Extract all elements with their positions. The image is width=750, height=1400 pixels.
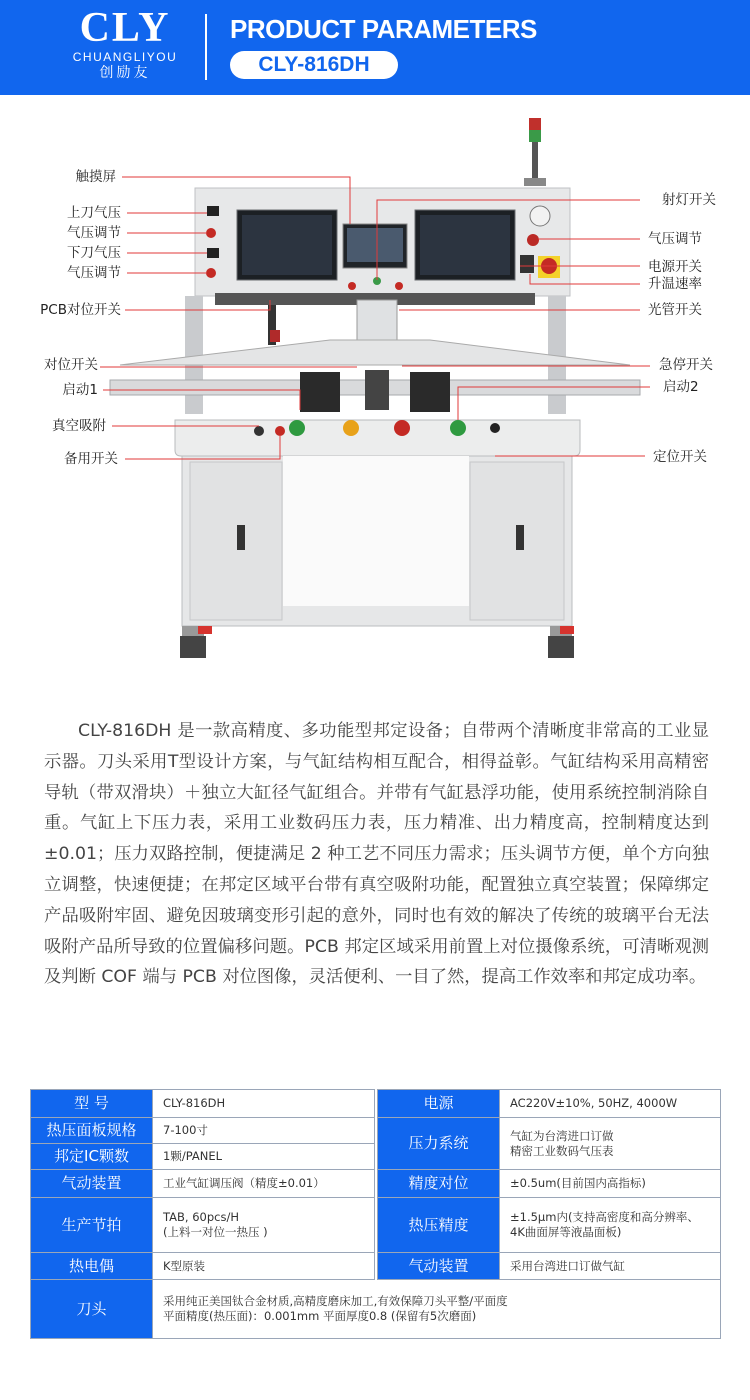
callout-power-switch: 电源开关 <box>648 259 702 275</box>
header-banner <box>0 0 750 95</box>
spec-key: 生产节拍 <box>31 1198 153 1253</box>
spec-value-line: 4K曲面屏等液晶面板) <box>510 1225 622 1239</box>
callout-start-1: 启动1 <box>62 382 98 398</box>
spec-value: 1颗/PANEL <box>153 1144 375 1170</box>
spec-value: AC220V±10%, 50HZ, 4000W <box>500 1090 721 1118</box>
spec-value <box>500 1118 721 1170</box>
page-title: PRODUCT PARAMETERS <box>230 14 537 44</box>
spec-value-line: ±1.5μm内(支持高密度和高分辨率、 <box>510 1210 699 1224</box>
callout-align-switch: 对位开关 <box>44 357 98 373</box>
spec-key: 刀头 <box>31 1280 153 1339</box>
spec-key: 压力系统 <box>378 1118 500 1170</box>
spec-key: 邦定IC颗数 <box>31 1144 153 1170</box>
table-row <box>31 1280 721 1339</box>
table-row <box>31 1090 721 1118</box>
callout-lower-knife-pressure: 下刀气压 <box>67 245 121 261</box>
header-divider <box>205 14 207 80</box>
signal-tower <box>524 118 546 186</box>
spec-key: 电源 <box>378 1090 500 1118</box>
spec-key: 热压面板规格 <box>31 1118 153 1144</box>
callout-position-switch: 定位开关 <box>653 449 707 465</box>
model-badge: CLY-816DH <box>230 51 398 79</box>
spec-value: K型原装 <box>153 1253 375 1280</box>
spec-table <box>30 1089 721 1339</box>
callout-heating-rate: 升温速率 <box>648 276 702 292</box>
product-description: CLY-816DH 是一款高精度、多功能型邦定设备；自带两个清晰度非常高的工业显示器。刀头采用T型设计方案，与气缸结构相互配合，相得益彰。气缸结构采用高精密导轨（带双滑块）＋独立大缸径气缸组合。并带有气缸悬浮功能，使用系统控制消除自重。气缸上下压力表，采用工业数码压力表，压力精准、出力精度高，控制精度达到±0.01；压力双路控制，便捷满足 2 种工艺不同压力需求；压头调节方便，单个方向独立调整，快速便捷；在邦定区域平台带有真空吸附功能，配置独立真空装置；保障绑定产品吸附牢固、避免因玻璃变形引起的意外，同时也有效的解决了传统的玻璃平台无法吸附产品所导致的位置偏移问题。PCB 邦定区域采用前置上对位摄像系统，可清晰观测及判断 COF 端与 PCB 对位图像，灵活便利、一目了然，提高工作效率和邦定成功率。 <box>44 721 709 988</box>
callout-pressure-adjust-2: 气压调节 <box>67 265 121 281</box>
spec-key: 热电偶 <box>31 1253 153 1280</box>
callout-vacuum: 真空吸附 <box>52 418 106 434</box>
callout-pressure-adjust-1: 气压调节 <box>67 225 121 241</box>
logo-english-name: CHUANGLIYOU <box>72 50 178 64</box>
spec-key: 精度对位 <box>378 1170 500 1198</box>
spec-key: 型 号 <box>31 1090 153 1118</box>
callout-tube-light-switch: 光管开关 <box>648 302 702 318</box>
spec-value: ±0.5um(目前国内高指标) <box>500 1170 721 1198</box>
spec-value: CLY-816DH <box>153 1090 375 1118</box>
spec-value <box>153 1198 375 1253</box>
callout-estop-switch: 急停开关 <box>659 357 713 373</box>
callout-pressure-adjust-3: 气压调节 <box>648 231 702 247</box>
spec-value-line: (上料一对位一热压 ) <box>163 1225 268 1239</box>
spec-value-line: 气缸为台湾进口订做 <box>510 1128 614 1143</box>
right-fixture <box>410 372 450 412</box>
callout-upper-knife-pressure: 上刀气压 <box>67 205 121 221</box>
machine-photo <box>0 95 750 700</box>
callout-spotlight-switch: 射灯开关 <box>662 192 716 208</box>
spec-value-line: 平面精度(热压面)：0.001mm 平面厚度0.8 (保留有5次磨面) <box>163 1309 477 1323</box>
spec-key: 气动装置 <box>31 1170 153 1198</box>
callout-spare-switch: 备用开关 <box>64 451 118 467</box>
callout-touch-screen: 触摸屏 <box>75 169 116 185</box>
callout-start-2: 启动2 <box>663 379 699 395</box>
logo-chinese-name: 创励友 <box>99 65 151 81</box>
spec-value: 采用台湾进口订做气缸 <box>500 1253 721 1280</box>
pressure-gauge <box>530 206 550 226</box>
left-fixture <box>300 372 340 412</box>
spec-key: 气动装置 <box>378 1253 500 1280</box>
spec-value-line: TAB, 60pcs/H <box>163 1210 239 1224</box>
callout-pcb-align-switch: PCB对位开关 <box>40 302 121 318</box>
logo-mark: CLY <box>79 5 171 51</box>
spec-value: 工业气缸调压阀（精度±0.01） <box>153 1170 375 1198</box>
brand-logo <box>55 6 195 82</box>
spec-value-line: 精密工业数码气压表 <box>510 1143 614 1158</box>
spec-key: 热压精度 <box>378 1198 500 1253</box>
spec-value <box>500 1198 721 1253</box>
spec-value: 7-100寸 <box>153 1118 375 1144</box>
spec-value <box>153 1280 721 1339</box>
spec-value-line: 采用纯正美国钛合金材质,高精度磨床加工,有效保障刀头平整/平面度 <box>163 1294 508 1308</box>
